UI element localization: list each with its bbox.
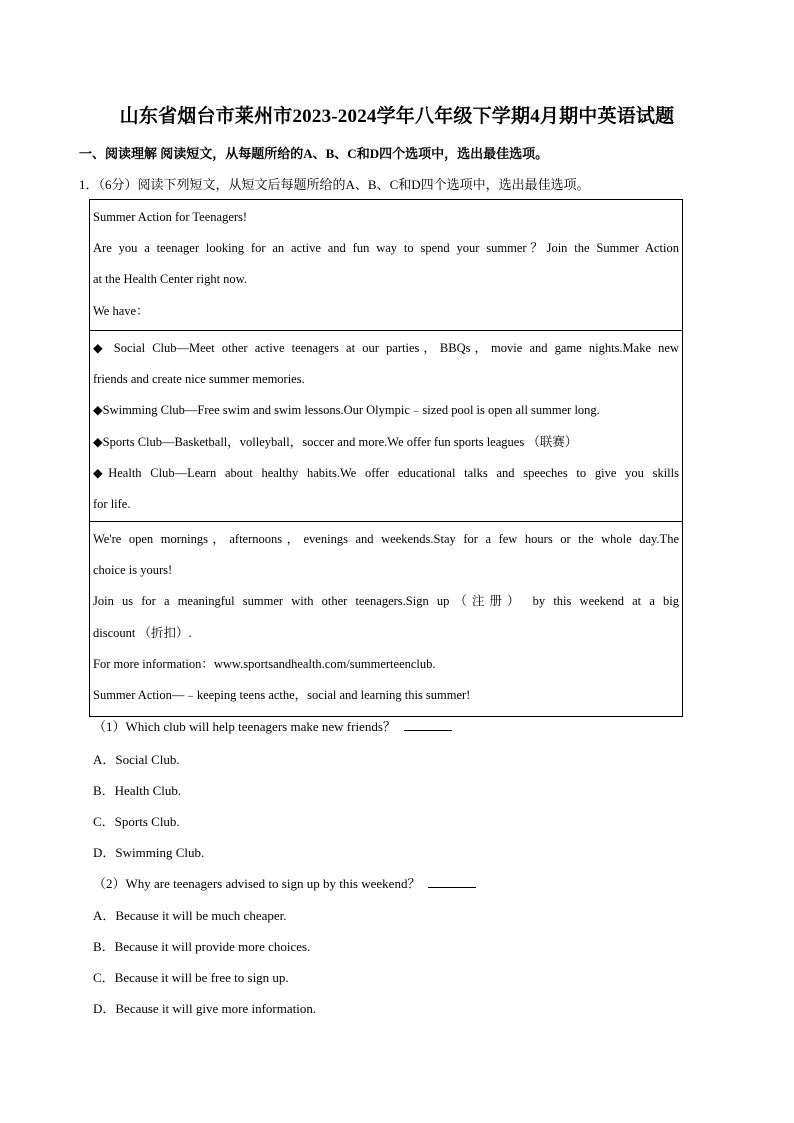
passage-line: Are you a teenager looking for an active and fun way to spend your summer？Join the Summer Action bbox=[93, 241, 679, 256]
passage-line: We have： bbox=[93, 303, 149, 318]
option-c[interactable]: C．Because it will be free to sign up. bbox=[93, 970, 289, 985]
passage-line: Join us for a meaningful summer with other teenagers.Sign up（注册） by this weekend at a big bbox=[93, 594, 679, 609]
sub-question-2 bbox=[93, 873, 476, 892]
passage-line: We're open mornings，afternoons，evenings and weekends.Stay for a few hours or the whole day.The bbox=[93, 532, 679, 546]
page-title: 山东省烟台市莱州市2023-2024学年八年级下学期4月期中英语试题 bbox=[119, 106, 675, 127]
club-swimming: ◆Swimming Club—Free swim and swim lessons.Our Olympic﹣sized pool is open all summer long. bbox=[93, 403, 600, 418]
sub-question-prompt: （1）Which club will help teenagers make new friends？ bbox=[93, 719, 396, 734]
passage-slogan: Summer Action—﹣keeping teens acthe，social and learning this summer! bbox=[93, 687, 471, 702]
passage-clubs bbox=[90, 330, 682, 521]
option-c[interactable]: C．Sports Club. bbox=[93, 814, 180, 829]
passage-title: Summer Action for Teenagers! bbox=[93, 210, 248, 224]
passage-website: For more information：www.sportsandhealth.com/summerteenclub. bbox=[93, 656, 436, 671]
reading-passage-box bbox=[89, 199, 683, 717]
question-points: （6分） bbox=[98, 177, 138, 192]
answer-blank[interactable] bbox=[404, 718, 452, 731]
question-header bbox=[79, 174, 590, 193]
club-sports: ◆Sports Club—Basketball，volleyball，soccer and more.We offer fun sports leagues （联赛） bbox=[93, 434, 578, 449]
question-number: 1． bbox=[79, 177, 99, 192]
club-social-cont: friends and create nice summer memories. bbox=[93, 372, 305, 387]
passage-line: at the Health Center right now. bbox=[93, 272, 248, 287]
option-d[interactable]: D．Swimming Club. bbox=[93, 845, 205, 860]
option-d[interactable]: D．Because it will give more information. bbox=[93, 1001, 317, 1016]
section-heading: 一、阅读理解 阅读短文，从每题所给的A、B、C和D四个选项中，选出最佳选项。 bbox=[79, 146, 549, 161]
passage-line: choice is yours! bbox=[93, 563, 173, 578]
passage-line: discount （折扣）. bbox=[93, 625, 192, 640]
club-health: ◆Health Club—Learn about healthy habits.We offer educational talks and speeches to give you skills bbox=[93, 465, 679, 480]
option-b[interactable]: B．Health Club. bbox=[93, 783, 182, 798]
passage-intro bbox=[90, 200, 682, 330]
club-social: ◆ Social Club—Meet other active teenagers at our parties，BBQs，movie and game nights.Make new bbox=[93, 341, 679, 355]
option-b[interactable]: B．Because it will provide more choices. bbox=[93, 939, 311, 954]
option-a[interactable]: A．Because it will be much cheaper. bbox=[93, 908, 287, 923]
club-health-cont: for life. bbox=[93, 496, 131, 511]
passage-outro bbox=[90, 521, 682, 716]
option-a[interactable]: A．Social Club. bbox=[93, 752, 180, 767]
sub-question-prompt: （2）Why are teenagers advised to sign up by this weekend？ bbox=[93, 876, 421, 891]
answer-blank[interactable] bbox=[428, 875, 476, 888]
sub-question-1 bbox=[93, 716, 452, 735]
question-instruction: 阅读下列短文，从短文后每题所给的A、B、C和D四个选项中，选出最佳选项。 bbox=[137, 177, 590, 192]
